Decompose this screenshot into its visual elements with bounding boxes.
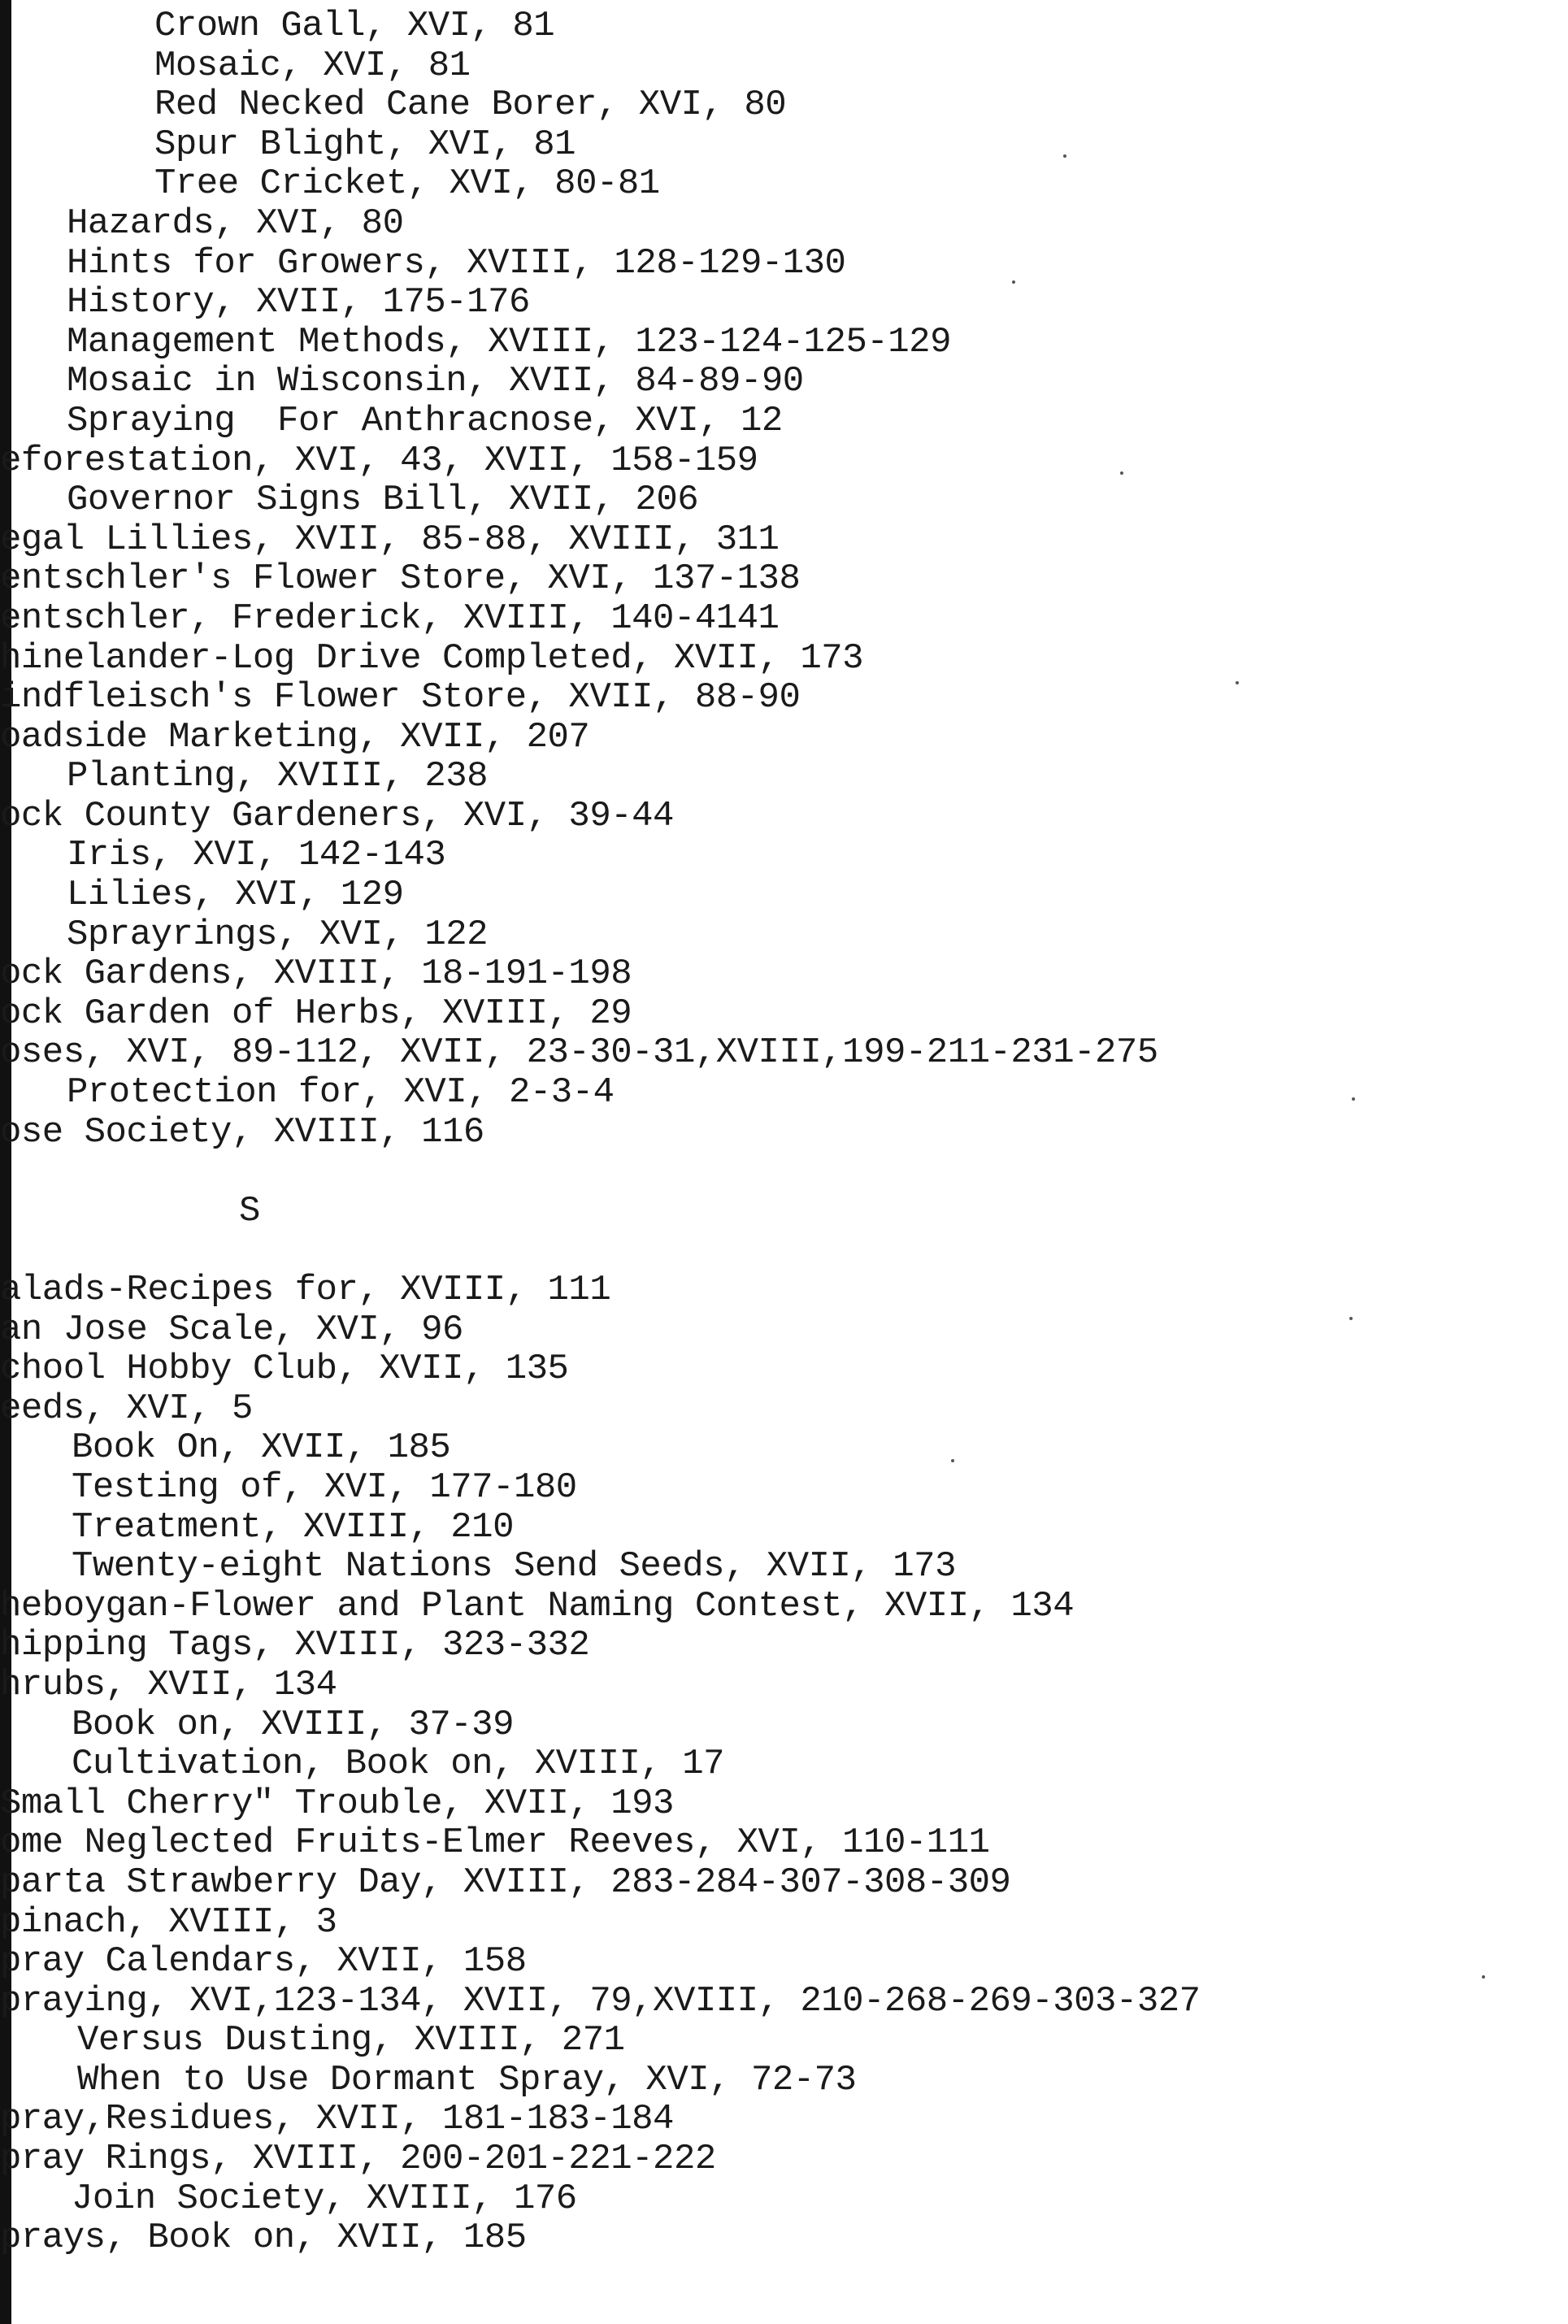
index-subentry: Treatment, XVIII, 210 bbox=[72, 1507, 514, 1548]
index-entry: ome Neglected Fruits-Elmer Reeves, XVI, 110-111 bbox=[0, 1823, 990, 1863]
index-entry: an Jose Scale, XVI, 96 bbox=[0, 1310, 463, 1350]
index-entry: pinach, XVIII, 3 bbox=[0, 1902, 337, 1943]
section-letter-heading: S bbox=[239, 1191, 260, 1232]
index-entry: eforestation, XVI, 43, XVII, 158-159 bbox=[0, 441, 758, 481]
index-entry: eeds, XVI, 5 bbox=[0, 1388, 253, 1429]
index-entry: pray Rings, XVIII, 200-201-221-222 bbox=[0, 2139, 716, 2179]
index-subentry: Testing of, XVI, 177-180 bbox=[72, 1467, 577, 1508]
scan-speck bbox=[1349, 1317, 1353, 1320]
index-entry: ose Society, XVIII, 116 bbox=[0, 1112, 484, 1153]
blank-line bbox=[0, 1152, 1544, 1192]
index-subentry: Book on, XVIII, 37-39 bbox=[72, 1705, 514, 1745]
index-subentry: Lilies, XVI, 129 bbox=[67, 875, 404, 915]
index-subentry: Cultivation, Book on, XVIII, 17 bbox=[72, 1744, 725, 1784]
index-entry: parta Strawberry Day, XVIII, 283-284-307-308-309 bbox=[0, 1862, 1011, 1903]
index-entry: ock County Gardeners, XVI, 39-44 bbox=[0, 796, 674, 836]
index-subentry: Versus Dusting, XVIII, 271 bbox=[77, 2021, 625, 2061]
index-entry: egal Lillies, XVII, 85-88, XVIII, 311 bbox=[0, 519, 780, 560]
index-entry: entschler, Frederick, XVIII, 140-4141 bbox=[0, 598, 780, 639]
scan-speck bbox=[1482, 1975, 1485, 1979]
index-subentry: Crown Gall, XVI, 81 bbox=[154, 7, 555, 46]
index-subentry: History, XVII, 175-176 bbox=[67, 283, 530, 323]
index-subentry: Twenty-eight Nations Send Seeds, XVII, 173 bbox=[72, 1547, 956, 1587]
index-subentry: Mosaic in Wisconsin, XVII, 84-89-90 bbox=[67, 362, 804, 402]
index-subentry: Iris, XVI, 142-143 bbox=[67, 836, 446, 876]
index-entry: hinelander-Log Drive Completed, XVII, 173 bbox=[0, 638, 864, 679]
index-subentry: Planting, XVIII, 238 bbox=[67, 757, 489, 797]
scan-speck bbox=[1352, 1097, 1355, 1101]
index-entry: heboygan-Flower and Plant Naming Contest, XVII, 134 bbox=[0, 1586, 1075, 1627]
index-entry: pray Calendars, XVII, 158 bbox=[0, 1942, 527, 1982]
index-subentry: Hazards, XVI, 80 bbox=[67, 203, 404, 244]
index-subentry: Book On, XVII, 185 bbox=[72, 1428, 451, 1468]
index-subentry: Protection for, XVI, 2-3-4 bbox=[67, 1073, 615, 1113]
index-subentry: Sprayrings, XVI, 122 bbox=[67, 914, 489, 955]
index-subentry: Governor Signs Bill, XVII, 206 bbox=[67, 480, 699, 520]
index-subentry: Management Methods, XVIII, 123-124-125-129 bbox=[67, 322, 951, 363]
scan-speck bbox=[1120, 471, 1123, 475]
index-entry: chool Hobby Club, XVII, 135 bbox=[0, 1349, 569, 1389]
index-entry: hipping Tags, XVIII, 323-332 bbox=[0, 1626, 590, 1666]
index-entry-list bbox=[0, 7, 1544, 2258]
scan-speck bbox=[1063, 154, 1066, 158]
index-entry: pray,Residues, XVII, 181-183-184 bbox=[0, 2100, 674, 2140]
index-subentry: When to Use Dormant Spray, XVI, 72-73 bbox=[77, 2060, 857, 2100]
index-entry: indfleisch's Flower Store, XVII, 88-90 bbox=[0, 678, 801, 718]
index-entry: hrubs, XVII, 134 bbox=[0, 1665, 337, 1705]
scan-speck bbox=[1012, 280, 1015, 284]
index-entry: alads-Recipes for, XVIII, 111 bbox=[0, 1271, 611, 1310]
index-entry: Small Cherry" Trouble, XVII, 193 bbox=[0, 1783, 674, 1824]
index-entry: prays, Book on, XVII, 185 bbox=[0, 2218, 527, 2258]
index-entry: oadside Marketing, XVII, 207 bbox=[0, 717, 590, 758]
scan-speck bbox=[1236, 681, 1239, 684]
index-subentry: Tree Cricket, XVI, 80-81 bbox=[154, 164, 660, 204]
index-entry: ock Garden of Herbs, XVIII, 29 bbox=[0, 993, 632, 1034]
index-subentry: Spraying For Anthracnose, XVI, 12 bbox=[67, 401, 783, 441]
index-entry: praying, XVI,123-134, XVII, 79,XVIII, 210-268-269-303-327 bbox=[0, 1981, 1201, 2022]
index-entry: entschler's Flower Store, XVI, 137-138 bbox=[0, 559, 801, 599]
scan-speck bbox=[951, 1459, 954, 1462]
index-subentry: Hints for Growers, XVIII, 128-129-130 bbox=[67, 243, 846, 284]
blank-line bbox=[0, 1231, 1544, 1271]
index-entry: oses, XVI, 89-112, XVII, 23-30-31,XVIII,199-211-231-275 bbox=[0, 1033, 1158, 1074]
index-subentry: Mosaic, XVI, 81 bbox=[154, 46, 471, 86]
index-subentry: Join Society, XVIII, 176 bbox=[72, 2178, 577, 2219]
index-subentry: Red Necked Cane Borer, XVI, 80 bbox=[154, 85, 787, 125]
index-entry: ock Gardens, XVIII, 18-191-198 bbox=[0, 954, 632, 994]
index-subentry: Spur Blight, XVI, 81 bbox=[154, 124, 576, 165]
